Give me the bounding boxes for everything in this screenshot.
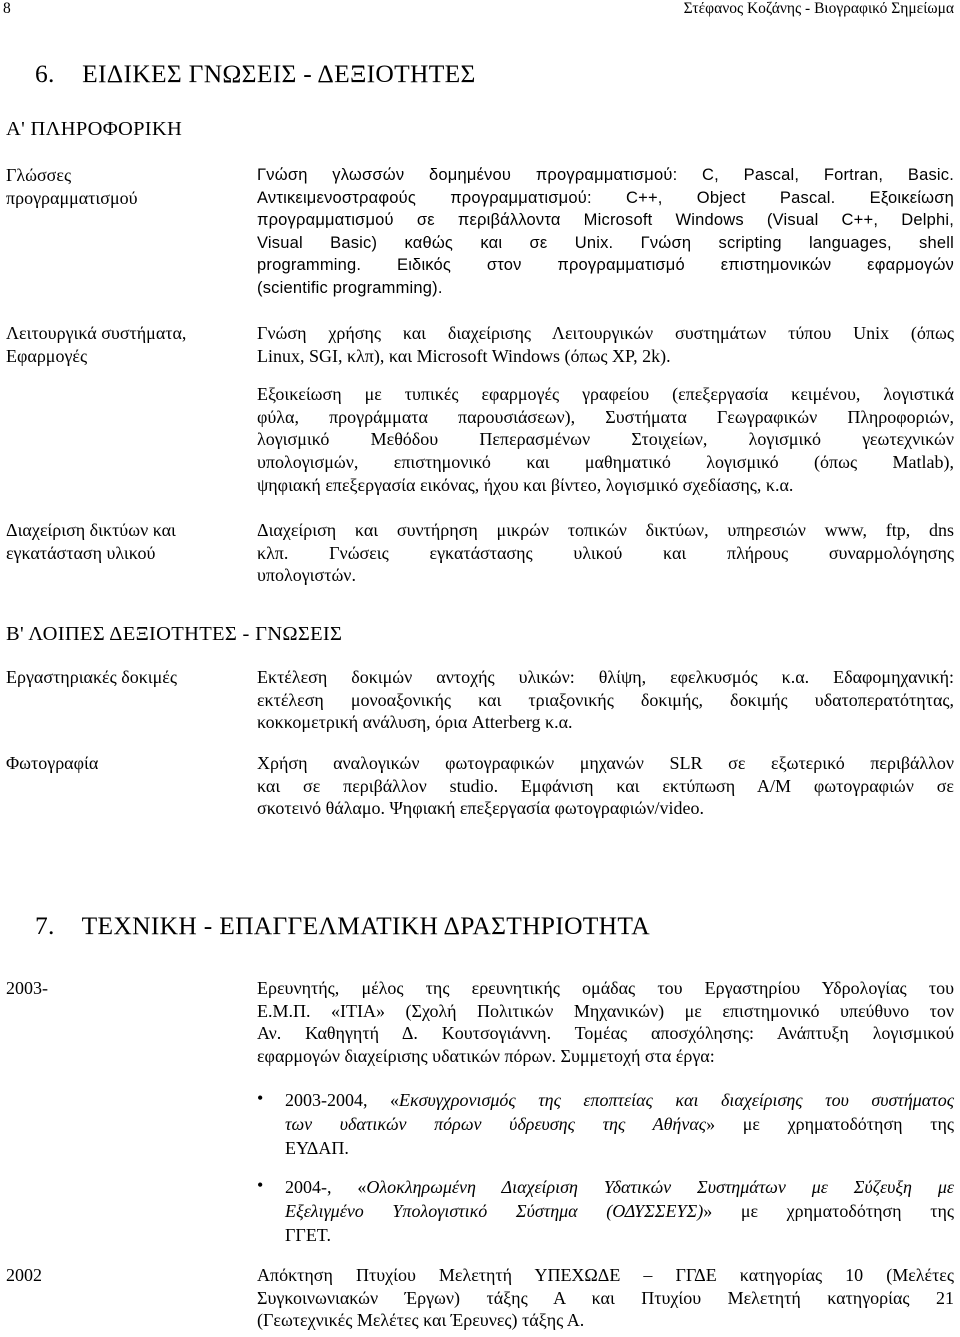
bullet-line: ΓΓΕΤ. xyxy=(285,1225,331,1245)
text-photography xyxy=(257,752,954,820)
text-line: Ε.Μ.Π. «ΙΤΙΑ» (Σχολή Πολιτικών Μηχανικών) με επιστημονικό υπεύθυνο τον xyxy=(257,1000,954,1021)
entry-year-2002: 2002 xyxy=(6,1265,42,1285)
text-line: προγραμματισμού σε περιβάλλοντα Microsoft Windows (Visual C++, Delphi, xyxy=(257,211,954,229)
text-networks-hardware xyxy=(257,519,954,587)
text-line: και σε περιβάλλον studio. Εμφάνιση και εκτύπωση Α/Μ φωτογραφιών σε xyxy=(257,775,954,796)
bullet-prefix: 2003-2004, « xyxy=(285,1090,400,1110)
text-programming-languages xyxy=(257,164,954,299)
label-programming-languages xyxy=(6,164,236,210)
section-6-heading xyxy=(35,59,476,89)
text-lab-tests xyxy=(257,666,954,734)
text-line: Γνώση γλωσσών δομημένου προγραμματισμού: C, Pascal, Fortran, Basic. xyxy=(257,166,954,184)
text-line: Αντικειμενοστραφούς προγραμματισμού: C++, Object Pascal. Εξοικείωση xyxy=(257,188,954,207)
text-line: Εκτέλεση δοκιμών αντοχής υλικών: θλίψη, εφελκυσμός κ.α. Εδαφομηχανική: xyxy=(257,667,954,687)
bullet-line xyxy=(285,1175,954,1199)
label-photography: Φωτογραφία xyxy=(6,753,99,773)
subsection-a-title: Α' ΠΛΗΡΟΦΟΡΙΚΗ xyxy=(6,118,183,140)
text-line: Visual Basic) καθώς και σε Unix. Γνώση scripting languages, shell xyxy=(257,233,954,252)
bullet-suffix: » με χρηματοδότηση της xyxy=(703,1201,954,1221)
text-line: κλπ. Γνώσεις εγκατάστασης υλικού και πλήρους συναρμολόγησης xyxy=(257,542,954,563)
text-line: φύλα, προγράμματα παρουσιάσεων), Συστήματα Γεωγραφικών Πληροφοριών, xyxy=(257,406,954,427)
bullet-line xyxy=(285,1199,954,1223)
section-6-title: ΕΙΔΙΚΕΣ ΓΝΩΣΕΙΣ - ΔΕΞΙΟΤΗΤΕΣ xyxy=(82,59,476,88)
bullet-text xyxy=(285,1088,954,1160)
section-6-number: 6. xyxy=(35,59,55,88)
project-title-italic: των υδατικών πόρων ύδρευσης της Αθήνας xyxy=(285,1114,707,1134)
text-line: Ερευνητής, μέλος της ερευνητικής ομάδας του Εργαστηρίου Υδρολογίας του xyxy=(257,978,954,998)
label-line: Εφαρμογές xyxy=(6,346,88,366)
project-title-italic: Εξελιγμένο Υπολογιστικό Σύστημα (ΟΔΥΣΣΕΥΣ) xyxy=(285,1201,704,1221)
label-line: Διαχείριση δικτύων και xyxy=(6,520,176,540)
bullet-line: ΕΥΔΑΠ. xyxy=(285,1138,349,1158)
bullet-line xyxy=(285,1088,954,1112)
text-line: εκτέλεση μονοαξονικής και τριαξονικής δοκιμής, δοκιμής υδατοπερατότητας, xyxy=(257,689,954,710)
label-lab-tests: Εργαστηριακές δοκιμές xyxy=(6,667,177,687)
label-line: Λειτουργικά συστήματα, xyxy=(6,323,187,343)
project-title-italic: Εκσυγχρονισμός της εποπτείας και διαχείρισης του συστήματος xyxy=(399,1090,955,1110)
text-line: Συγκοινωνιακών Έργων) τάξης Α και Πτυχίου Μελετητή κατηγορίας 21 xyxy=(257,1287,954,1308)
text-office-applications xyxy=(257,383,954,497)
project-bullet-2 xyxy=(257,1175,954,1247)
text-line: εφαρμογών διαχείρισης υδατικών πόρων. Συμμετοχή στα έργα: xyxy=(257,1046,715,1067)
text-line: Απόκτηση Πτυχίου Μελετητή ΥΠΕΧΩΔΕ – ΓΓΔΕ κατηγορίας 10 (Μελέτες xyxy=(257,1265,954,1285)
text-line: υπολογισμών, επιστημονικό και μαθηματικό λογισμικό (όπως Matlab), xyxy=(257,452,954,473)
text-line: Γνώση χρήσης και διαχείρισης Λειτουργικών συστημάτων τύπου Unix (όπως xyxy=(257,323,954,343)
text-line: κοκκομετρική ανάλυση, όρια Atterberg κ.α. xyxy=(257,712,573,733)
text-line: υπολογιστών. xyxy=(257,565,356,586)
project-title-italic: Ολοκληρωμένη Διαχείριση Υδατικών Συστημάτων με Σύζευξη με xyxy=(366,1177,954,1197)
text-line: programming. Ειδικός στον προγραμματισμό επιστημονικών εφαρμογών xyxy=(257,256,954,274)
bullet-suffix: » με χρηματοδότηση της xyxy=(706,1114,954,1134)
text-line: Εξοικείωση με τυπικές εφαρμογές γραφείου (επεξεργασία κειμένου, λογιστικά xyxy=(257,384,954,404)
section-7-number: 7. xyxy=(35,911,55,940)
label-networks-hardware xyxy=(6,519,246,565)
subsection-b-title: Β' ΛΟΙΠΕΣ ΔΕΞΙΟΤΗΤΕΣ - ΓΝΩΣΕΙΣ xyxy=(6,623,343,645)
running-title: Στέφανος Κοζάνης - Βιογραφικό Σημείωμα xyxy=(683,0,954,17)
bullet-icon: • xyxy=(257,1175,264,1195)
bullet-text xyxy=(285,1175,954,1247)
text-line: Linux, SGI, κλπ), και Microsoft Windows (όπως XP, 2k). xyxy=(257,345,671,366)
text-line: ψηφιακή επεξεργασία εικόνας, ήχου και βίντεο, λογισμικό σχεδίασης, κ.α. xyxy=(257,474,794,495)
text-line: Χρήση αναλογικών φωτογραφικών μηχανών SLR σε εξωτερικό περιβάλλον xyxy=(257,753,954,773)
text-line: Διαχείριση και συντήρηση μικρών τοπικών δικτύων, υπηρεσιών www, ftp, dns xyxy=(257,520,954,540)
label-line: Γλώσσες xyxy=(6,165,72,185)
text-operating-systems xyxy=(257,322,954,367)
text-line: (Γεωτεχνικές Μελέτες και Έρευνες) τάξης Α. xyxy=(257,1310,585,1331)
page-number: 8 xyxy=(3,0,11,17)
text-line: (scientific programming). xyxy=(257,278,443,297)
text-line: Αν. Καθηγητή Δ. Κουτσογιάννη. Τομέας αποσχόλησης: Ανάπτυξη λογισμικού xyxy=(257,1023,954,1044)
entry-text-2003 xyxy=(257,977,954,1068)
label-line: εγκατάσταση υλικού xyxy=(6,543,156,563)
bullet-icon: • xyxy=(257,1088,264,1108)
entry-text-2002 xyxy=(257,1264,954,1332)
text-line: σκοτεινό θάλαμο. Ψηφιακή επεξεργασία φωτογραφιών/video. xyxy=(257,798,705,819)
entry-year-2003: 2003- xyxy=(6,978,48,998)
bullet-line xyxy=(285,1112,954,1136)
label-operating-systems xyxy=(6,322,246,368)
section-7-heading xyxy=(35,911,650,941)
label-line: προγραμματισμού xyxy=(6,188,138,208)
text-line: λογισμικό Μεθόδου Πεπερασμένων Στοιχείων, λογισμικό γεωτεχνικών xyxy=(257,429,954,450)
section-7-title: ΤΕΧΝΙΚΗ - ΕΠΑΓΓΕΛΜΑΤΙΚΗ ΔΡΑΣΤΗΡΙΟΤΗΤΑ xyxy=(81,911,650,940)
bullet-prefix: 2004-, « xyxy=(285,1177,367,1197)
project-bullet-1 xyxy=(257,1088,954,1160)
